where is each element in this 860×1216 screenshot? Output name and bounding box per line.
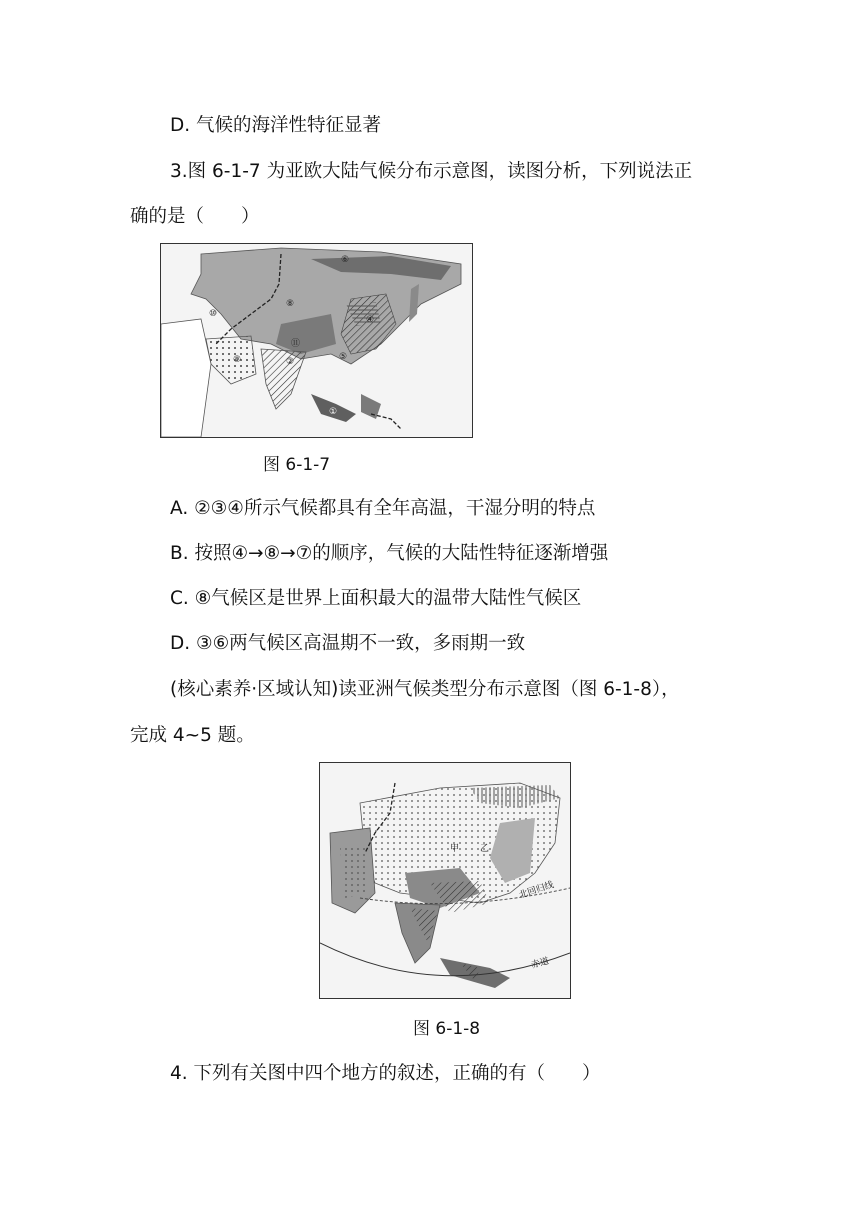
q3-stem-line2: 确的是（ ） bbox=[130, 206, 260, 227]
equator-label: 赤道 bbox=[530, 956, 551, 971]
map-label-yi: 乙 bbox=[480, 844, 490, 854]
map-label-8: ⑧ bbox=[286, 299, 295, 309]
map-label-10: ⑩ bbox=[209, 309, 218, 319]
intro-line1: (核心素养·区域认知)读亚洲气候类型分布示意图（图 6-1-8）， bbox=[170, 679, 680, 700]
map-label-jia: 甲 bbox=[450, 844, 460, 854]
asia-climate-map bbox=[319, 762, 571, 999]
map-label-11: ⑪ bbox=[291, 339, 301, 349]
intro-line2: 完成 4~5 题。 bbox=[130, 725, 255, 746]
q3-option-a: A. ②③④所示气候都具有全年高温，干湿分明的特点 bbox=[170, 498, 596, 519]
map-label-9: ⑨ bbox=[233, 355, 242, 365]
figure-caption-6-1-8: 图 6-1-8 bbox=[413, 1019, 481, 1039]
map-label-6: ⑥ bbox=[341, 255, 350, 265]
map-label-5: ⑤ bbox=[339, 352, 348, 362]
tropic-of-cancer-label: 北回归线 bbox=[517, 880, 556, 901]
q3-option-c: C. ⑧气候区是世界上面积最大的温带大陆性气候区 bbox=[170, 588, 582, 609]
q4-stem: 4. 下列有关图中四个地方的叙述，正确的有（ ） bbox=[170, 1063, 601, 1084]
map-label-2: ② bbox=[286, 357, 295, 367]
q3-option-b: B. 按照④→⑧→⑦的顺序，气候的大陆性特征逐渐增强 bbox=[170, 543, 609, 564]
figure-caption-6-1-7: 图 6-1-7 bbox=[263, 455, 331, 475]
q3-option-d: D. ③⑥两气候区高温期不一致，多雨期一致 bbox=[170, 633, 526, 654]
map-label-4: ④ bbox=[366, 315, 375, 325]
q3-stem-line1: 3.图 6-1-7 为亚欧大陆气候分布示意图，读图分析，下列说法正 bbox=[170, 161, 693, 182]
q2-option-d: D. 气候的海洋性特征显著 bbox=[170, 115, 382, 136]
eurasia-climate-map bbox=[160, 243, 473, 438]
map-label-1: ① bbox=[329, 407, 338, 417]
